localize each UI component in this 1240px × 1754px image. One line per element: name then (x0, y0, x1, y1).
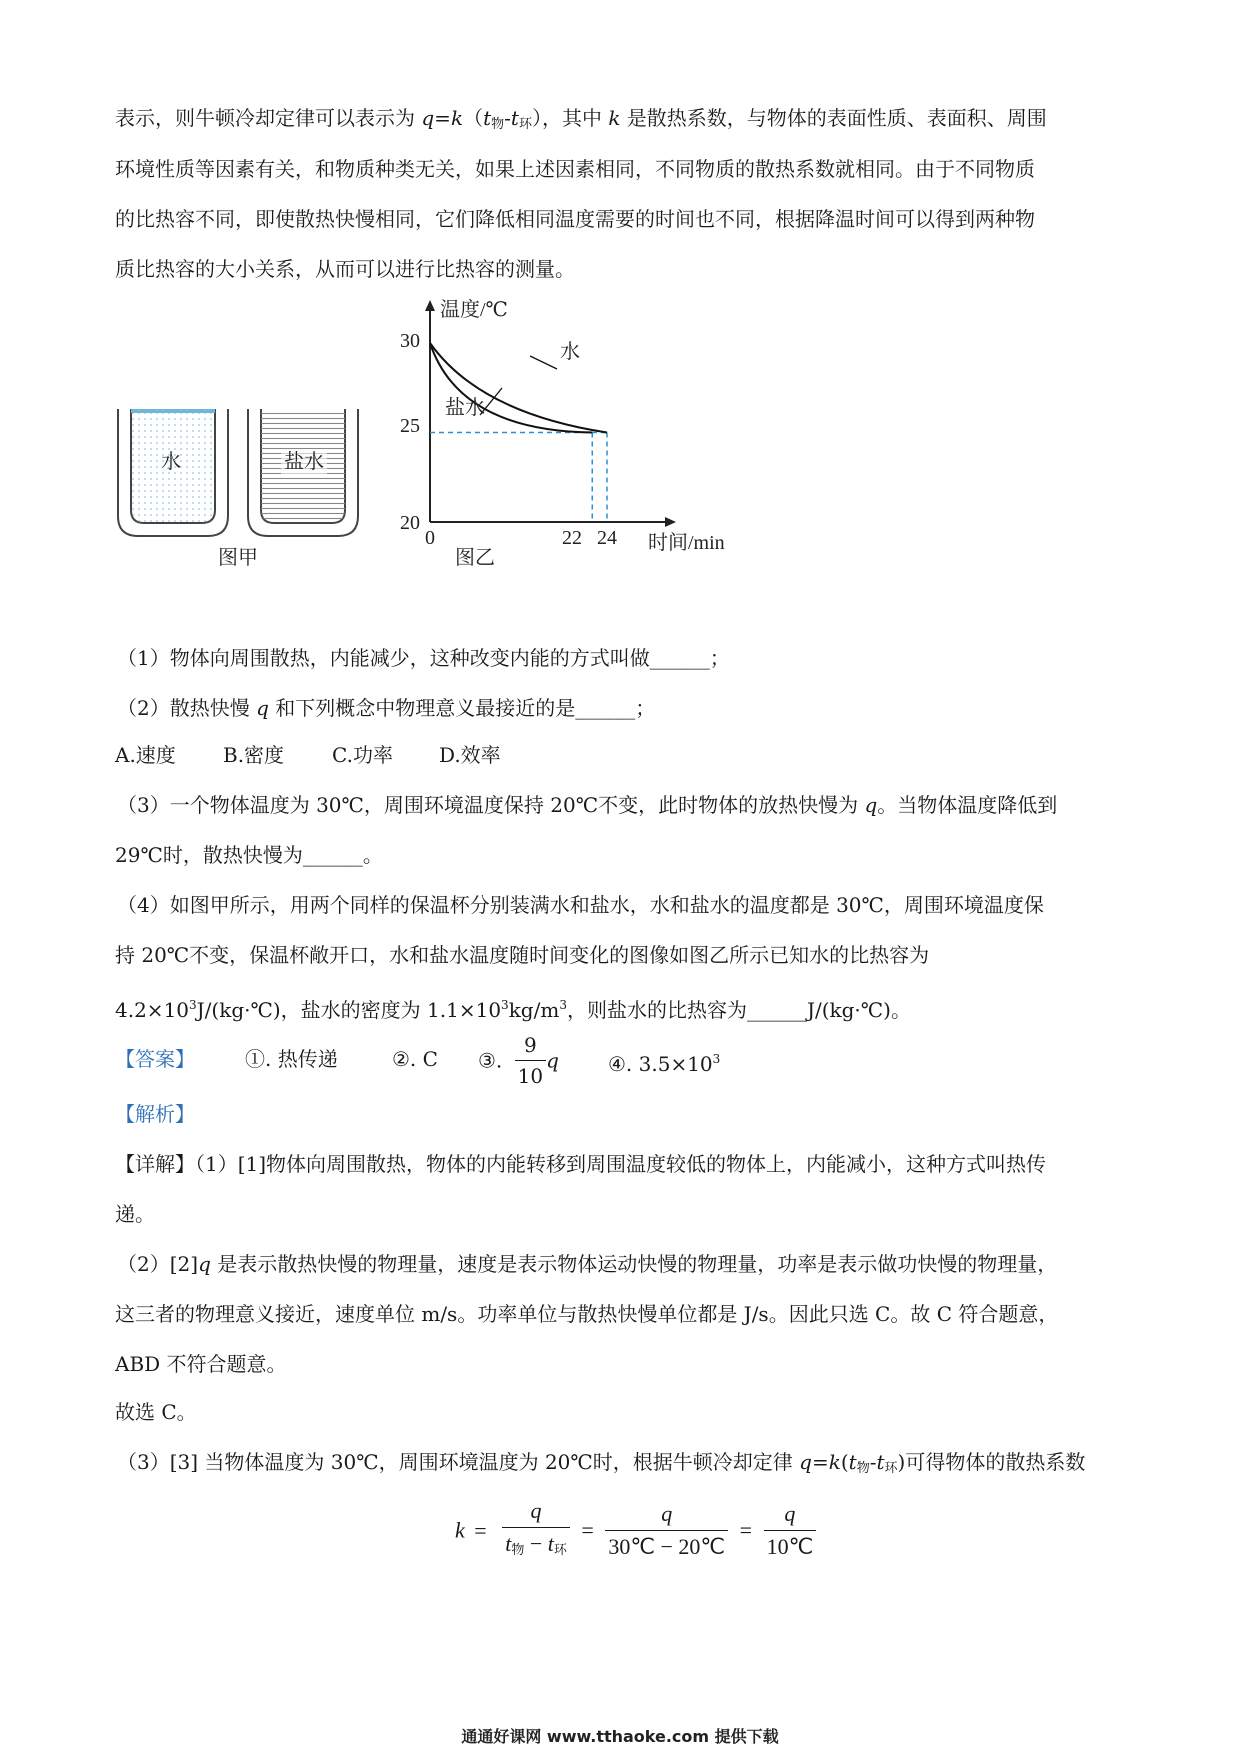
option-c: C.功率 (332, 743, 393, 767)
answer-2: ②. C (392, 1047, 438, 1071)
superscript: 3 (189, 998, 197, 1012)
var-t: t (505, 1531, 512, 1556)
question-2-options (115, 743, 1135, 767)
minus-sign: - (504, 106, 511, 130)
detail-text: 可得物体的散热系数 (905, 1450, 1086, 1474)
intro-text: ，其中 (541, 106, 609, 130)
question-3-line-1 (117, 793, 1137, 817)
answer-tag: 【答案】 (115, 1047, 195, 1071)
subscript: 物 (491, 117, 505, 132)
var-q: q (546, 1048, 559, 1073)
option-b: B.密度 (223, 743, 285, 767)
minus-sign: - (869, 1450, 877, 1474)
y-tick-30: 30 (400, 330, 420, 352)
equals-sign: = (581, 1517, 594, 1543)
fraction-numerator: q (764, 1500, 817, 1531)
y-tick-25: 25 (400, 415, 420, 437)
answer-4-text: ④. 3.5×10 (608, 1052, 713, 1076)
subscript: 环 (518, 117, 532, 132)
q4-text: kg/m (508, 998, 560, 1022)
series-water-label: 水 (560, 341, 580, 363)
fraction-denominator (502, 1528, 570, 1564)
equals-sign: = (811, 1450, 829, 1474)
cup-water-label: 水 (161, 451, 181, 473)
var-t: t (876, 1450, 885, 1474)
var-t: t (510, 106, 519, 130)
var-q: q (799, 1450, 812, 1474)
fraction-denominator: 10℃ (766, 1534, 814, 1559)
intro-text: 是散热系数，与物体的表面性质、表面积、周围 (620, 106, 1047, 130)
var-q: q (198, 1252, 211, 1276)
paren: ( (840, 1450, 849, 1474)
detail-text: （2）[2] (117, 1252, 199, 1276)
fraction-numerator: q (502, 1497, 570, 1528)
intro-line-1 (115, 106, 1135, 137)
fraction-denominator: 10 (517, 1064, 544, 1088)
x-axis-label: 时间/min (648, 532, 725, 554)
paren: ） (531, 106, 542, 130)
page-footer: 通通好课网 www.tthaoke.com 提供下载 (461, 1727, 779, 1746)
var-k: k (455, 1517, 465, 1543)
answer-3-prefix: ③. (478, 1048, 503, 1073)
q3-text: （3）一个物体温度为 30℃，周围环境温度保持 20℃不变，此时物体的放热快慢为 (117, 793, 865, 817)
detail-1-line-1: 【详解】（1）[1]物体向周围散热，物体的内能转移到周围温度较低的物体上，内能减小，这种方式叫热传 (115, 1152, 1047, 1176)
question-4-line-2: 持 20℃不变，保温杯敞开口，水和盐水温度随时间变化的图像如图乙所示已知水的比热容为 (115, 943, 930, 967)
intro-line-2: 环境性质等因素有关，和物质种类无关，如果上述因素相同，不同物质的散热系数就相同。由于不同物质 (115, 157, 1035, 181)
q4-text: ，则盐水的比热容为______J/(kg·℃)。 (566, 998, 911, 1022)
detail-2-line-1 (117, 1252, 1137, 1276)
equals-sign: = (739, 1517, 753, 1543)
answer-3-fraction (515, 1032, 546, 1089)
detail-3-line-1 (117, 1450, 1137, 1481)
fraction-numerator: 9 (515, 1032, 546, 1061)
figure-a-caption: 图甲 (218, 547, 258, 569)
subscript: 物 (511, 1542, 525, 1557)
q2-text: （2）散热快慢 (117, 696, 257, 720)
equation-fraction-2 (605, 1500, 728, 1561)
var-t: t (483, 106, 492, 130)
var-k: k (608, 106, 621, 130)
detail-2-line-2: 这三者的物理意义接近，速度单位 m/s。功率单位与散热快慢单位都是 J/s。因此只选 C。故 C 符合题意， (115, 1302, 1059, 1326)
q4-text: 4.2×10 (115, 998, 190, 1022)
superscript: 3 (559, 998, 567, 1012)
minus-sign: − (524, 1531, 548, 1556)
var-q: q (256, 696, 269, 720)
y-tick-20: 20 (400, 512, 420, 534)
figure-b-caption: 图乙 (455, 547, 495, 569)
subscript: 环 (884, 1461, 898, 1476)
paren: （ (463, 106, 484, 130)
question-1: （1）物体向周围散热，内能减少，这种改变内能的方式叫做______； (117, 646, 730, 670)
option-a: A.速度 (115, 743, 176, 767)
answer-1: ①. 热传递 (245, 1047, 338, 1071)
intro-text: 表示，则牛顿冷却定律可以表示为 (115, 106, 422, 130)
question-4-line-3 (115, 993, 1135, 1022)
q4-text: J/(kg·℃)，盐水的密度为 1.1×10 (196, 998, 502, 1022)
answer-4 (608, 1047, 720, 1076)
subscript: 环 (553, 1542, 567, 1557)
superscript: 3 (712, 1052, 721, 1066)
var-t: t (848, 1450, 857, 1474)
cup-saltwater-label: 盐水 (284, 451, 324, 473)
detail-1-line-2: 递。 (115, 1202, 155, 1226)
detail-text: 是表示散热快慢的物理量，速度是表示物体运动快慢的物理量，功率是表示做功快慢的物理量， (210, 1252, 1058, 1276)
superscript: 3 (501, 998, 509, 1012)
detail-2-line-3: ABD 不符合题意。 (115, 1352, 287, 1376)
var-q: q (421, 106, 435, 130)
detail-2-line-4: 故选 C。 (115, 1400, 197, 1424)
x-axis-arrow (665, 517, 676, 527)
equals-sign: = (474, 1517, 487, 1543)
var-k: k (828, 1450, 841, 1474)
var-q: q (864, 793, 878, 817)
chart (400, 298, 725, 569)
figure (100, 296, 780, 586)
cup-water (118, 409, 228, 536)
water-label-leader (530, 356, 557, 369)
equals-sign: = (434, 106, 451, 130)
equation-fraction-1 (502, 1497, 570, 1564)
question-4-line-1: （4）如图甲所示，用两个同样的保温杯分别装满水和盐水，水和盐水的温度都是 30℃，周围环境温度保 (117, 893, 1044, 917)
var-t: t (547, 1531, 554, 1556)
x-tick-0: 0 (425, 527, 435, 549)
fraction-denominator: 30℃ − 20℃ (608, 1534, 726, 1559)
series-saltwater-label: 盐水 (445, 397, 485, 419)
var-k: k (450, 106, 464, 130)
x-tick-24: 24 (597, 527, 617, 549)
q3-text: 。当物体温度降低到 (877, 793, 1058, 817)
subscript: 物 (856, 1461, 870, 1476)
y-axis-arrow (425, 300, 435, 311)
fraction-numerator: q (605, 1500, 728, 1531)
question-2 (117, 696, 1137, 720)
detail-text: （3）[3] 当物体温度为 30℃，周围环境温度为 20℃时，根据牛顿冷却定律 (117, 1450, 800, 1474)
y-axis-label: 温度/℃ (440, 299, 508, 321)
question-3-line-2: 29℃时，散热快慢为______。 (115, 843, 383, 867)
equation-fraction-3 (764, 1500, 817, 1561)
analysis-tag: 【解析】 (115, 1102, 195, 1126)
x-tick-22: 22 (562, 527, 582, 549)
cup-saltwater (248, 409, 358, 536)
intro-line-3: 的比热容不同，即使散热快慢相同，它们降低相同温度需要的时间也不同，根据降温时间可以得到两种物 (115, 207, 1035, 231)
display-equation (455, 1497, 822, 1564)
q2-text: 和下列概念中物理意义最接近的是______； (268, 696, 656, 720)
paren: ) (897, 1450, 906, 1474)
option-d: D.效率 (439, 743, 501, 767)
answer-3 (478, 1032, 559, 1089)
intro-line-4: 质比热容的大小关系，从而可以进行比热容的测量。 (115, 257, 575, 281)
